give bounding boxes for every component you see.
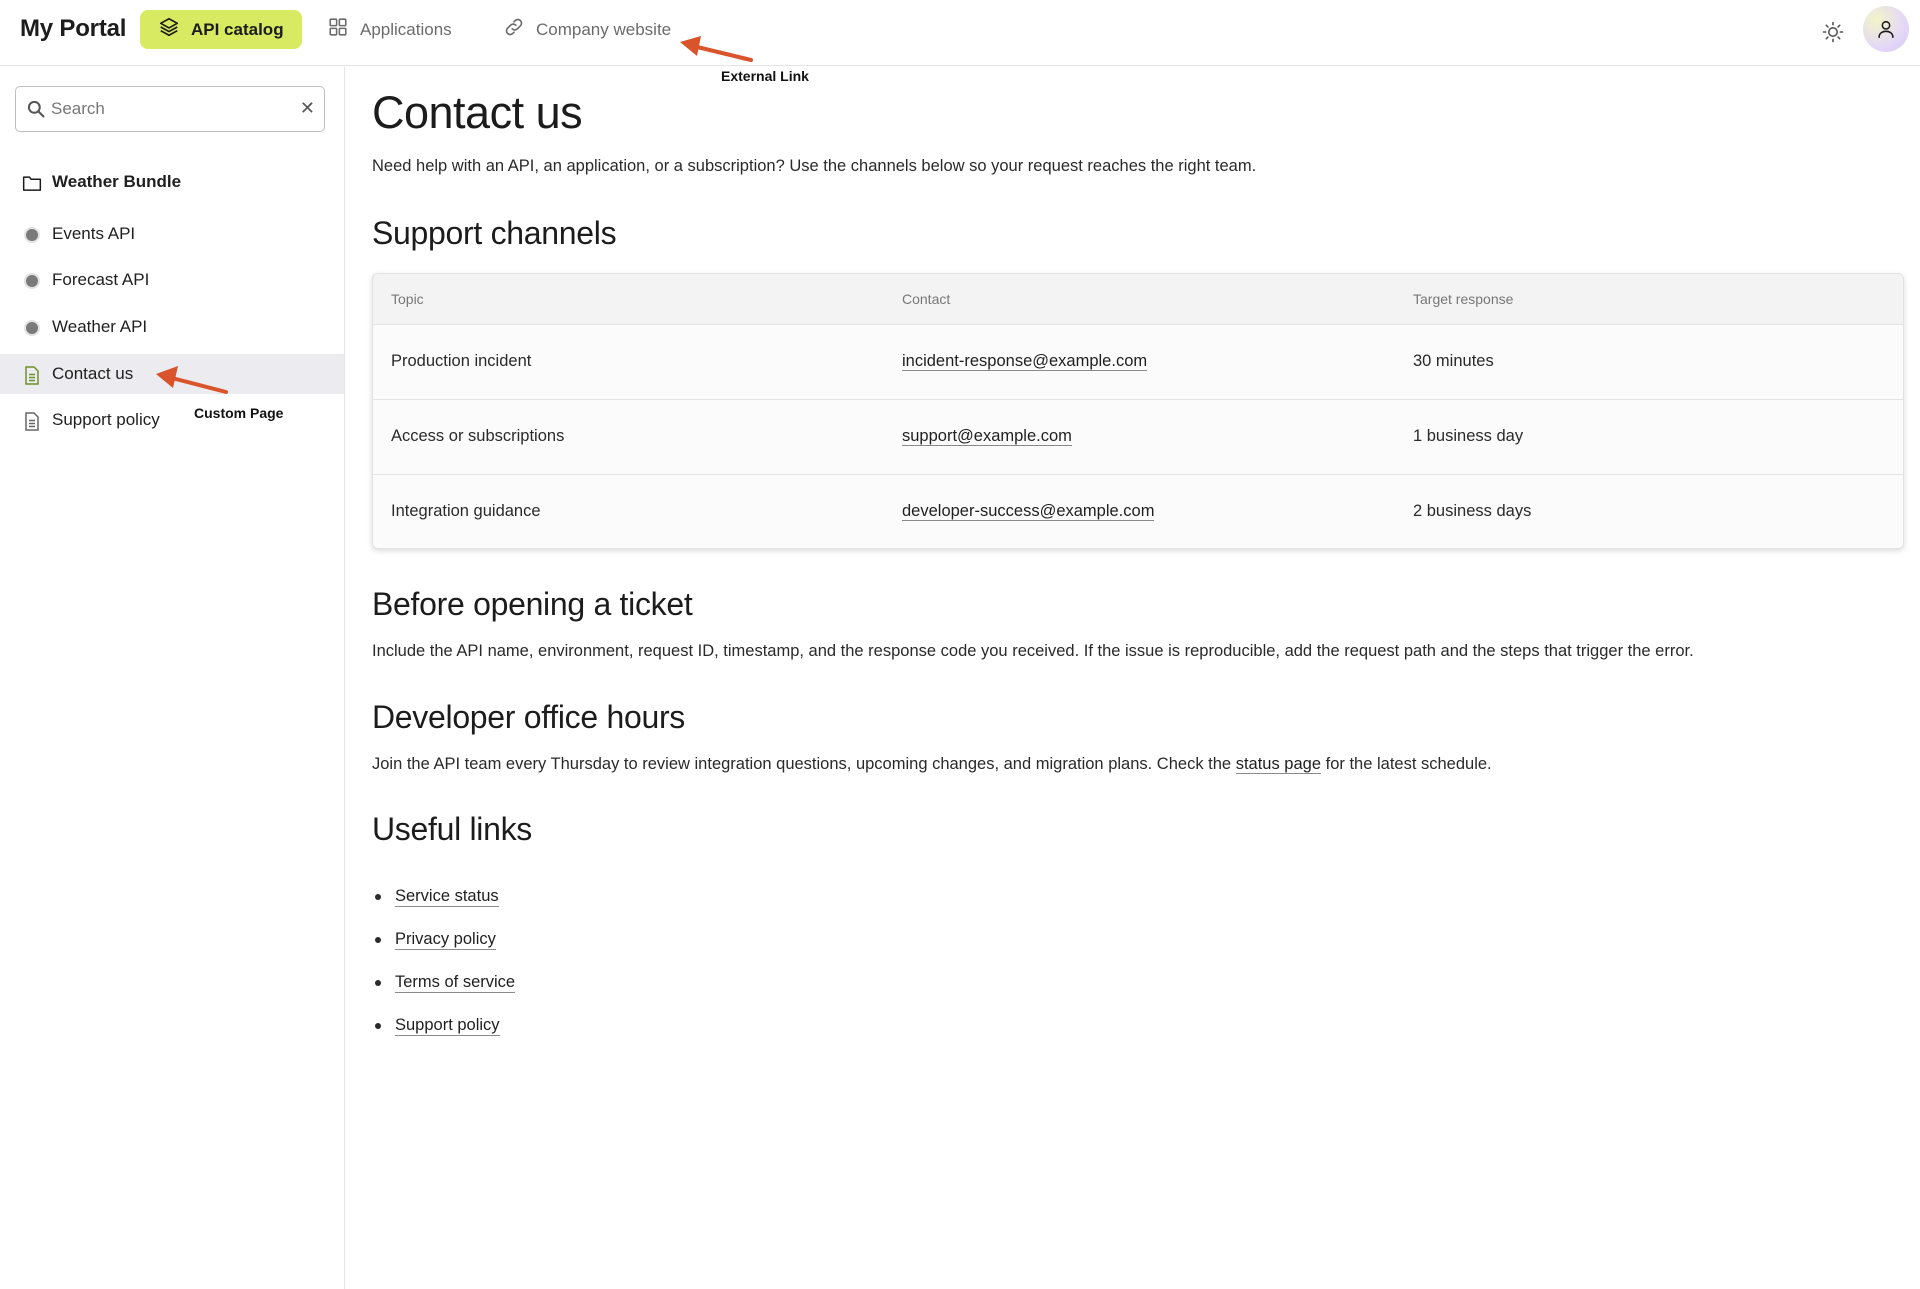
list-item bbox=[372, 918, 515, 961]
sidebar-item-forecast-api[interactable] bbox=[0, 260, 344, 300]
theme-toggle-button[interactable] bbox=[1816, 15, 1850, 49]
avatar[interactable] bbox=[1863, 6, 1909, 52]
nav-company-website-label: Company website bbox=[536, 19, 672, 39]
before-ticket-text: Include the API name, environment, request ID, timestamp, and the response code you received. If the issue is reproducible, add the request path and the steps that trigger the error. bbox=[372, 642, 1694, 660]
useful-links-heading: Useful links bbox=[372, 811, 533, 847]
column-header-contact: Contact bbox=[884, 274, 1395, 324]
response-cell: 1 business day bbox=[1395, 399, 1903, 474]
nav-api-catalog[interactable] bbox=[140, 10, 302, 49]
page-title: Contact us bbox=[372, 87, 583, 138]
search-box bbox=[15, 86, 325, 132]
top-navigation-bar bbox=[0, 0, 1920, 66]
useful-links-list bbox=[372, 875, 515, 1047]
table-row bbox=[373, 474, 1903, 549]
external-link-annotation: External Link bbox=[721, 68, 809, 84]
list-item bbox=[372, 961, 515, 1004]
office-hours-text bbox=[372, 755, 1492, 774]
custom-page-annotation: Custom Page bbox=[194, 405, 284, 421]
sidebar bbox=[0, 67, 345, 1289]
user-icon bbox=[1875, 18, 1897, 40]
sidebar-item-label: Weather API bbox=[52, 317, 148, 336]
sidebar-item-label: Support policy bbox=[52, 410, 160, 429]
sidebar-item-events-api[interactable] bbox=[0, 214, 344, 254]
nav-applications-label: Applications bbox=[360, 19, 452, 39]
contact-email-link[interactable]: developer-success@example.com bbox=[902, 502, 1155, 521]
search-input[interactable] bbox=[51, 95, 291, 123]
contact-email-link[interactable]: support@example.com bbox=[902, 427, 1072, 445]
document-icon bbox=[22, 411, 42, 431]
custom-page-arrow bbox=[152, 362, 230, 398]
dot-icon bbox=[22, 318, 42, 338]
folder-icon bbox=[22, 173, 42, 193]
page-intro: Need help with an API, an application, or a subscription? Use the channels below so your request reaches the right team. bbox=[372, 157, 1257, 175]
support-channels-table bbox=[372, 273, 1904, 549]
topic-cell: Access or subscriptions bbox=[373, 399, 884, 474]
office-hours-heading: Developer office hours bbox=[372, 699, 685, 735]
external-link-arrow bbox=[675, 34, 755, 68]
terms-of-service-link[interactable]: Terms of service bbox=[395, 972, 516, 991]
sidebar-item-label: Contact us bbox=[52, 364, 134, 383]
table-header-row bbox=[373, 274, 1903, 324]
nav-applications[interactable] bbox=[309, 10, 470, 49]
sidebar-item-label: Weather Bundle bbox=[52, 172, 182, 191]
contact-email-link[interactable]: incident-response@example.com bbox=[902, 352, 1148, 370]
sidebar-item-weather-api[interactable] bbox=[0, 307, 344, 347]
sidebar-item-label: Forecast API bbox=[52, 270, 150, 289]
before-ticket-heading: Before opening a ticket bbox=[372, 586, 693, 622]
document-icon bbox=[22, 365, 42, 385]
list-item bbox=[372, 1004, 515, 1047]
grid-icon bbox=[327, 16, 349, 43]
table-row bbox=[373, 399, 1903, 474]
nav-company-website[interactable] bbox=[485, 10, 689, 49]
column-header-target-response: Target response bbox=[1395, 274, 1903, 324]
support-channels-heading: Support channels bbox=[372, 215, 617, 251]
list-item bbox=[372, 875, 515, 918]
support-policy-link[interactable]: Support policy bbox=[395, 1015, 500, 1034]
service-status-link[interactable]: Service status bbox=[395, 886, 499, 905]
office-hours-text-after: for the latest schedule. bbox=[1325, 755, 1492, 773]
link-icon bbox=[503, 16, 525, 43]
topic-cell: Production incident bbox=[373, 324, 884, 399]
office-hours-text-before: Join the API team every Thursday to review integration questions, upcoming changes, and migration plans. Check the bbox=[372, 755, 1232, 773]
sidebar-item-label: Events API bbox=[52, 224, 136, 243]
privacy-policy-link[interactable]: Privacy policy bbox=[395, 929, 496, 948]
response-cell: 2 business days bbox=[1395, 474, 1903, 549]
portal-brand[interactable]: My Portal bbox=[20, 15, 127, 42]
table-row bbox=[373, 324, 1903, 399]
nav-api-catalog-label: API catalog bbox=[191, 19, 284, 39]
topic-cell: Integration guidance bbox=[373, 474, 884, 549]
search-icon bbox=[26, 99, 46, 119]
clear-search-icon[interactable]: ✕ bbox=[299, 98, 315, 118]
column-header-topic: Topic bbox=[373, 274, 884, 324]
sidebar-item-support-policy[interactable] bbox=[0, 400, 344, 440]
response-cell: 30 minutes bbox=[1395, 324, 1903, 399]
sun-icon bbox=[1821, 20, 1845, 44]
sidebar-item-weather-bundle[interactable] bbox=[0, 162, 344, 202]
status-page-link[interactable]: status page bbox=[1235, 755, 1322, 773]
dot-icon bbox=[22, 271, 42, 291]
layers-icon bbox=[158, 16, 180, 43]
dot-icon bbox=[22, 225, 42, 245]
